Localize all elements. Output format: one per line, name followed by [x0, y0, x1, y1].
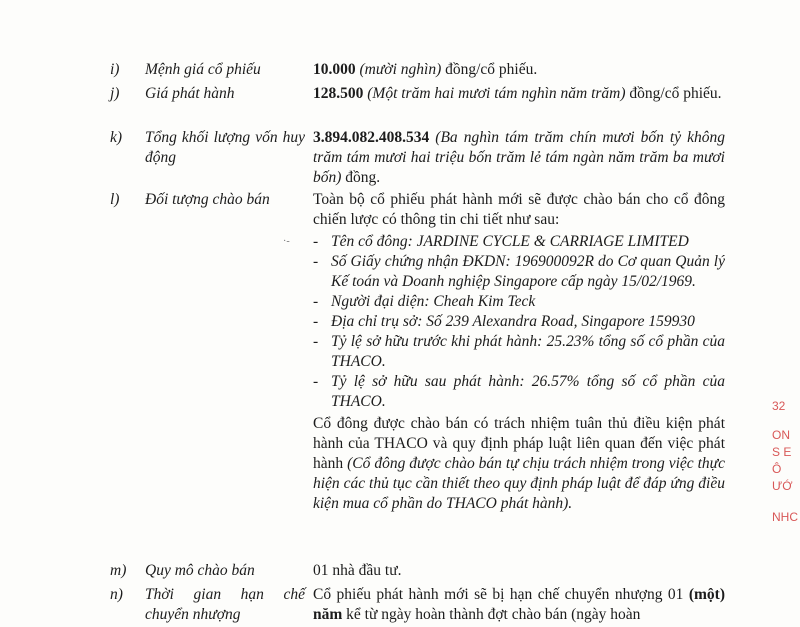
- value-unit: đồng/cổ phiếu.: [445, 61, 538, 78]
- row-index: i): [110, 61, 120, 78]
- head-office-address: Địa chỉ trụ sở: Số 239 Alexandra Road, Singapore 159930: [331, 313, 695, 330]
- row-value: [313, 84, 725, 104]
- row-index: l): [110, 191, 120, 208]
- value-amount: 3.894.082.408.534: [313, 129, 430, 146]
- list-item: - Tên cổ đông: JARDINE CYCLE & CARRIAGE LIMITED: [313, 233, 689, 250]
- row-index: n): [110, 586, 123, 603]
- value-amount: 128.500: [313, 85, 364, 102]
- row-value: 01 nhà đầu tư.: [313, 562, 402, 579]
- row-label: Mệnh giá cổ phiếu: [145, 61, 261, 78]
- row-index: j): [110, 85, 120, 102]
- shareholder-name: Tên cổ đông: JARDINE CYCLE & CARRIAGE LIMITED: [331, 233, 689, 250]
- stamp-fragment: ON: [772, 428, 790, 442]
- red-stamp: [772, 398, 800, 538]
- list-item: - Số Giấy chứng nhận ĐKDN: 196900092R do Cơ quan Quản lý Kế toán và Doanh nghiệp Singapore cấp ngày 15/02/1969.: [313, 253, 725, 290]
- value-in-words: (Ba nghìn tám trăm chín mươi bốn tỷ không trăm tám mươi hai triệu bốn trăm lẻ tám ngàn năm trăm ba mươi bốn): [313, 129, 726, 186]
- row-label: Quy mô chào bán: [145, 562, 255, 579]
- row-label: Thời gian hạn chế chuyển nhượng: [145, 586, 305, 623]
- value-unit: đồng.: [345, 169, 381, 186]
- row-value: [313, 60, 725, 80]
- ownership-before: Tỷ lệ sở hữu trước khi phát hành: 25.23% tổng số cổ phần của THACO.: [331, 333, 725, 370]
- list-item: - Tỷ lệ sở hữu sau phát hành: 26.57% tổng số cổ phần của THACO.: [313, 373, 725, 410]
- stamp-fragment: S E: [772, 445, 792, 459]
- row-label: Tổng khối lượng vốn huy động: [145, 129, 305, 166]
- registration-number: Số Giấy chứng nhận ĐKDN: 196900092R do Cơ quan Quản lý Kế toán và Doanh nghiệp Singapore cấp ngày 15/02/1969.: [331, 253, 725, 290]
- list-item: - Tỷ lệ sở hữu trước khi phát hành: 25.23% tổng số cổ phần của THACO.: [313, 333, 725, 370]
- stamp-fragment: NHC: [772, 510, 798, 524]
- value-in-words: (mười nghìn): [359, 61, 442, 78]
- row-label: Giá phát hành: [145, 85, 235, 102]
- stamp-fragment: ƯỚ: [772, 479, 793, 493]
- value-amount: 10.000: [313, 61, 356, 78]
- value-tail: kể từ ngày hoàn thành đợt chào bán (ngày hoàn: [346, 606, 641, 623]
- row-value: [313, 190, 725, 514]
- scan-specks: ·‐: [283, 236, 290, 247]
- value-unit: đồng/cổ phiếu.: [629, 85, 722, 102]
- stamp-fragment: Ô: [772, 462, 782, 476]
- value-in-words: (Một trăm hai mươi tám nghìn năm trăm): [367, 85, 626, 102]
- value-text: Cổ phiếu phát hành mới sẽ bị hạn chế chuyển nhượng 01: [313, 586, 684, 603]
- stamp-fragment: 32: [772, 399, 786, 413]
- row-label: Đối tượng chào bán: [145, 191, 270, 208]
- offering-intro: Toàn bộ cổ phiếu phát hành mới sẽ được chào bán cho cổ đông chiến lược có thông tin chi tiết như sau:: [313, 191, 725, 228]
- list-item: - Người đại diện: Cheah Kim Teck: [313, 293, 536, 310]
- ownership-after: Tỷ lệ sở hữu sau phát hành: 26.57% tổng số cổ phần của THACO.: [331, 373, 725, 410]
- note-text: Cổ đông được chào bán có trách nhiệm tuân thủ điều kiện phát hành của THACO và quy định pháp luật liên quan đến việc phát hành: [313, 415, 725, 472]
- row-value: [313, 128, 725, 188]
- value-period: (một) năm: [313, 586, 725, 623]
- note-italic: (Cổ đông được chào bán tự chịu trách nhiệm trong việc thực hiện các thủ tục cần thiết theo quy định pháp luật để đáp ứng điều kiện mua cổ phần do THACO phát hành).: [313, 455, 726, 512]
- offering-note: [313, 414, 725, 514]
- row-index: k): [110, 129, 123, 146]
- list-item: - Địa chỉ trụ sở: Số 239 Alexandra Road, Singapore 159930: [313, 313, 695, 330]
- representative: Người đại diện: Cheah Kim Teck: [331, 293, 536, 310]
- row-index: m): [110, 562, 127, 579]
- row-value: [313, 585, 725, 625]
